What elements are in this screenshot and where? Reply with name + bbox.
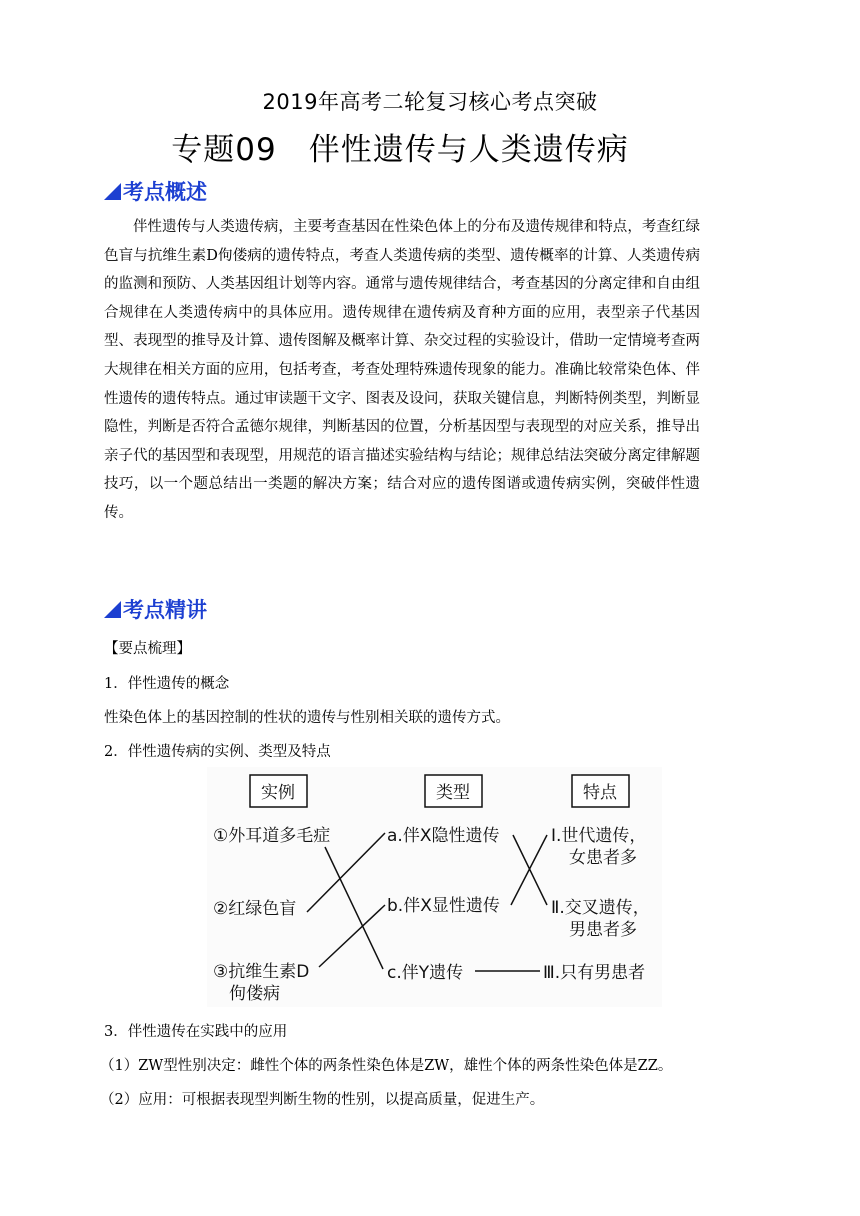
section-heading-lecture-text: 考点精讲 [123, 598, 207, 622]
diagram-svg [207, 767, 662, 1007]
section-heading-overview-text: 考点概述 [123, 180, 207, 204]
feature-2-line1: Ⅱ.交叉遗传， [551, 898, 650, 918]
triangle-bullet-icon [104, 183, 121, 200]
item3-title: 3．伴性遗传在实践中的应用 [104, 1024, 288, 1040]
item2-title: 2．伴性遗传病的实例、类型及特点 [104, 744, 331, 760]
item3-sub1: （1）ZW型性别决定：雌性个体的两条性染色体是ZW，雄性个体的两条性染色体是ZZ。 [100, 1058, 673, 1074]
section-heading-lecture [104, 594, 207, 624]
type-b: b.伴X显性遗传 [387, 896, 500, 916]
example-1: ①外耳道多毛症 [213, 826, 331, 846]
feature-1-line2: 女患者多 [569, 848, 637, 868]
item1-title: 1．伴性遗传的概念 [104, 676, 230, 692]
feature-1-line1: Ⅰ.世代遗传， [551, 826, 647, 846]
type-c: c.伴Y遗传 [387, 963, 464, 983]
example-3-line1: ③抗维生素D [213, 962, 310, 982]
feature-2-line2: 男患者多 [569, 920, 637, 940]
item1-text: 性染色体上的基因控制的性状的遗传与性别相关联的遗传方式。 [104, 710, 510, 726]
connector-3-b [319, 905, 385, 967]
item3-sub2: （2）应用：可根据表现型判断生物的性别，以提高质量，促进生产。 [100, 1092, 545, 1108]
document-title: 专题09 伴性遗传与人类遗传病 [171, 132, 629, 168]
overview-paragraph: 伴性遗传与人类遗传病，主要考查基因在性染色体上的分布及遗传规律和特点，考查红绿色盲与抗维生素D佝偻病的遗传特点，考查人类遗传病的类型、遗传概率的计算、人类遗传病的监测和预防、人类基因组计划等内容。通常与遗传规律结合，考查基因的分离定律和自由组合规律在人类遗传病中的具体应用。遗传规律在遗传病及育种方面的应用，表型亲子代基因型、表现型的推导及计算、遗传图解及概率计算、杂交过程的实验设计，借助一定情境考查两大规律在相关方面的应用，包括考查，考查处理特殊遗传现象的能力。准确比较常染色体、伴性遗传的遗传特点。通过审读题干文字、图表及设问，获取关键信息，判断特例类型，判断显隐性，判断是否符合孟德尔规律，判断基因的位置，分析基因型与表现型的对应关系，推导出亲子代的基因型和表现型，用规范的语言描述实验结构与结论；规律总结法突破分离定律解题技巧，以一个题总结出一类题的解决方案；结合对应的遗传图谱或遗传病实例，突破伴性遗传。 [104, 219, 700, 521]
triangle-bullet-icon [104, 601, 121, 618]
sex-linked-disease-diagram [207, 767, 662, 1007]
header-features: 特点 [583, 783, 617, 803]
type-a: a.伴X隐性遗传 [387, 826, 500, 846]
document-supertitle: 2019年高考二轮复习核心考点突破 [262, 90, 598, 114]
feature-3: Ⅲ.只有男患者 [543, 963, 646, 983]
section-heading-overview [104, 176, 207, 206]
key-points-label: 【要点梳理】 [104, 641, 191, 657]
example-3-line2: 佝偻病 [229, 984, 280, 1004]
header-types: 类型 [436, 783, 470, 803]
example-2: ②红绿色盲 [213, 899, 297, 919]
header-examples: 实例 [261, 783, 295, 803]
